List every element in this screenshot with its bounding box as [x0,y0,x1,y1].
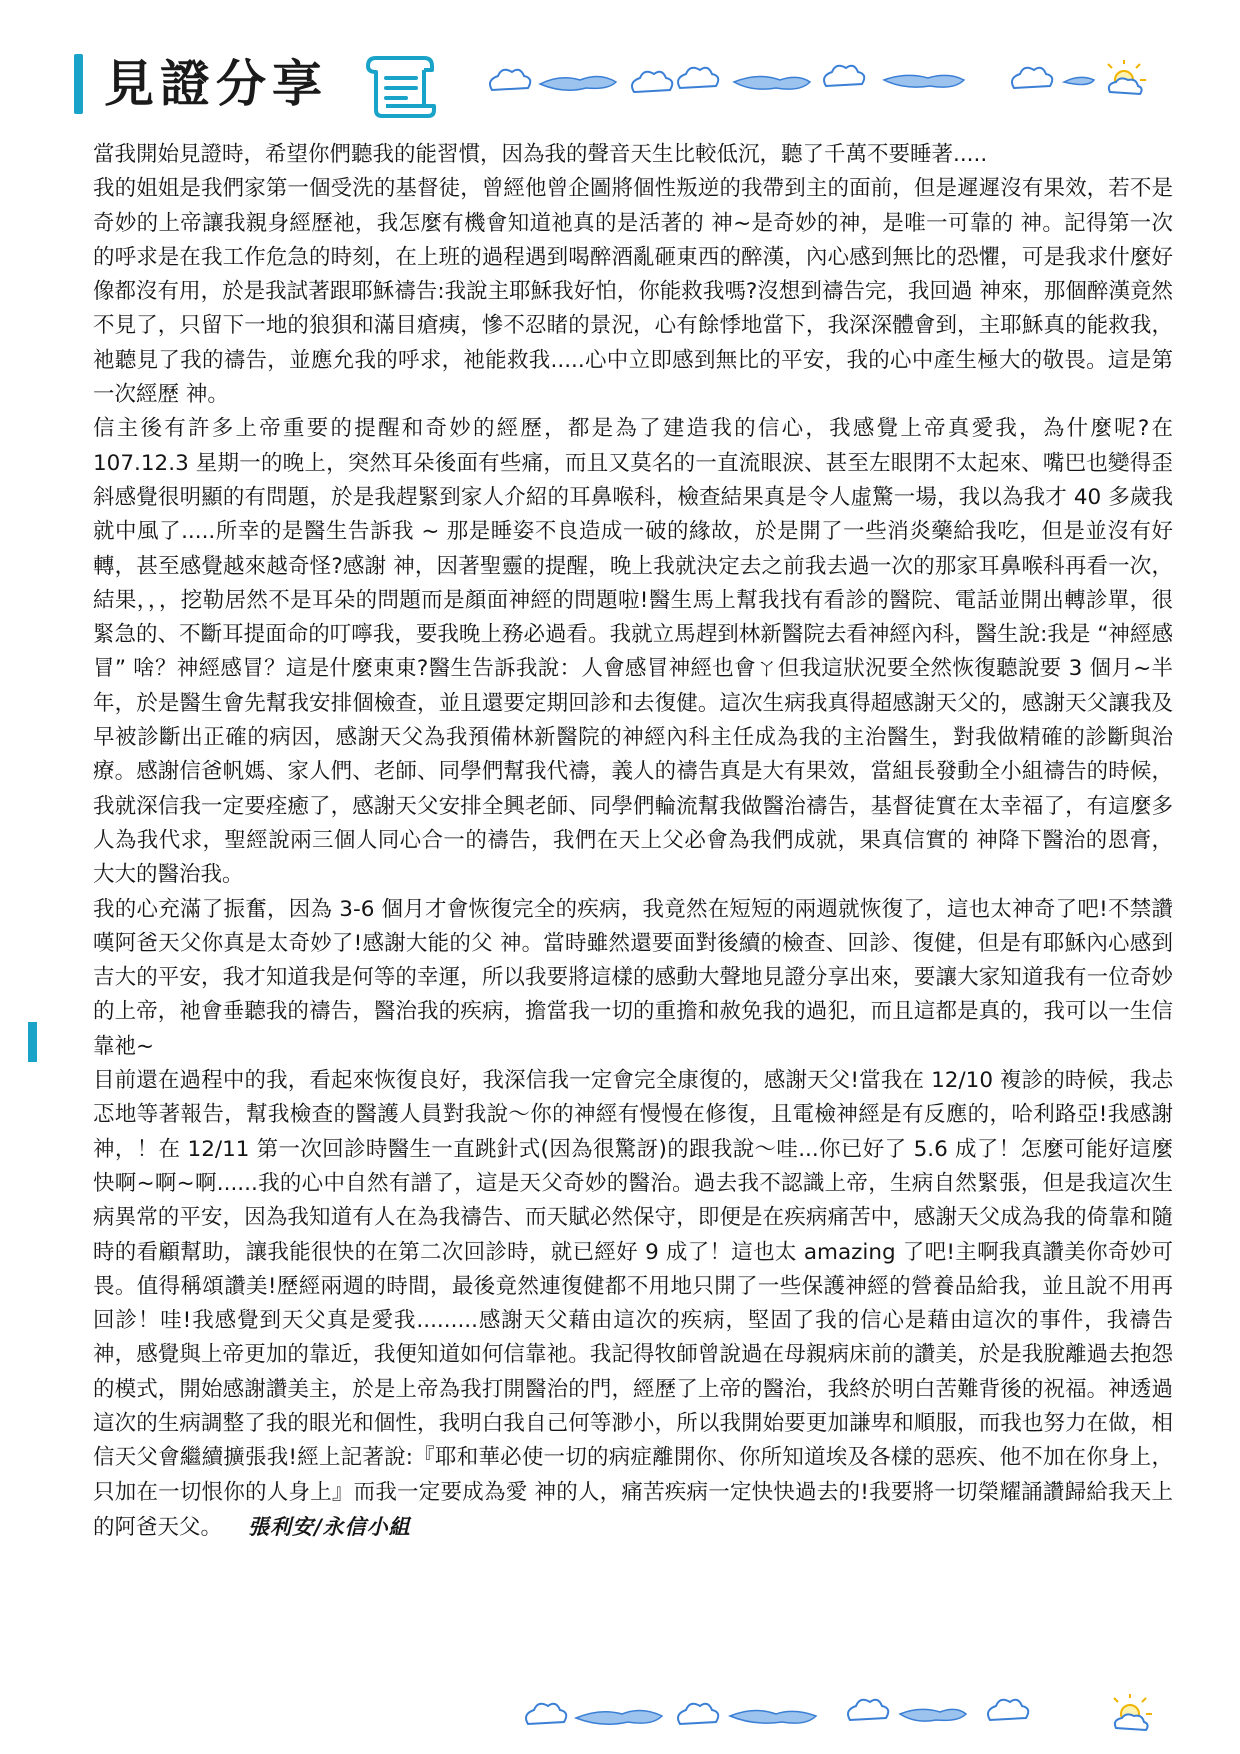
paragraph: 我的心充滿了振奮，因為 3-6 個月才會恢復完全的疾病，我竟然在短短的兩週就恢復了，這也太神奇了吧!不禁讚嘆阿爸天父你真是太奇妙了!感謝大能的父 神。當時雖然還要面對後續的檢查、回診、復健，但是有耶穌內心感到吉大的平安，我才知道我是何等的幸運，所以我要將這樣的感動大聲地見證分享出來，要讓大家知道我有一位奇妙的上帝，祂會垂聽我的禱告，醫治我的疾病，擔當我一切的重擔和赦免我的過犯，而且這都是真的，我可以一生信靠祂~ [93,896,1173,1059]
scroll-icon [362,50,442,120]
paragraph: 信主後有許多上帝重要的提醒和奇妙的經歷，都是為了建造我的信心，我感覺上帝真愛我，為什麼呢?在 107.12.3 星期一的晚上，突然耳朵後面有些痛，而且又莫名的一直流眼淚、甚至左眼閉不太起來、嘴巴也變得歪斜感覺很明顯的有問題，於是我趕緊到家人介紹的耳鼻喉科，檢查結果真是令人虛驚一場，我以為我才 40 多歲我就中風了.....所幸的是醫生告訴我 ~ 那是睡姿不良造成一破的緣故，於是開了一些消炎藥給我吃，但是並沒有好轉，甚至感覺越來越奇怪?感謝 神，因著聖靈的提醒，晚上我就決定去之前我去過一次的那家耳鼻喉科再看一次，結果，，，挖勒居然不是耳朵的問題而是顏面神經的問題啦!醫生馬上幫我找有看診的醫院、電話並開出轉診單，很緊急的、不斷耳提面命的叮嚀我，要我晚上務必過看。我就立馬趕到林新醫院去看神經內科，醫生說:我是 “神經感冒” 啥？神經感冒？這是什麼東東?醫生告訴我說：人會感冒神經也會ㄚ但我這狀況要全然恢復聽說要 3 個月~半年，於是醫生會先幫我安排個檢查，並且還要定期回診和去復健。這次生病我真得超感謝天父的，感謝天父讓我及早被診斷出正確的病因，感謝天父為我預備林新醫院的神經內科主任成為我的主治醫生，對我做精確的診斷與治療。感謝信爸帆媽、家人們、老師、同學們幫我代禱，義人的禱告真是大有果效，當組長發動全小組禱告的時候，我就深信我一定要痊癒了，感謝天父安排全興老師、同學們輪流幫我做醫治禱告，基督徒實在太幸福了，有這麼多人為我代求，聖經說兩三個人同心合一的禱告，我們在天上父必會為我們成就，果真信實的 神降下醫治的恩膏，大大的醫治我。 [93,416,1173,888]
page-title: 見證分享 [104,55,328,113]
paragraph [93,1064,1173,1545]
paragraph: 我的姐姐是我們家第一個受洗的基督徒，曾經他曾企圖將個性叛逆的我帶到主的面前，但是遲遲沒有果效，若不是奇妙的上帝讓我親身經歷祂，我怎麼有機會知道祂真的是活著的 神~是奇妙的神，是唯一可靠的 神。記得第一次的呼求是在我工作危急的時刻，在上班的過程遇到喝醉酒亂砸東西的醉漢，內心感到無比的恐懼，可是我求什麼好像都沒有用，於是我試著跟耶穌禱告:我說主耶穌我好怕，你能救我嗎?沒想到禱告完，我回過 神來，那個醉漢竟然不見了，只留下一地的狼狽和滿目瘡痍，慘不忍睹的景況，心有餘悸地當下，我深深體會到，主耶穌真的能救我，祂聽見了我的禱告，並應允我的呼求，祂能救我.....心中立即感到無比的平安，我的心中產生極大的敬畏。這是第一次經歷 神。 [93,176,1173,408]
title-accent-bar [74,54,83,114]
signature: 張利安/永信小組 [248,1513,411,1539]
page-header [74,48,1184,128]
side-accent-bar [28,1022,37,1062]
paragraph-text: 目前還在過程中的我，看起來恢復良好，我深信我一定會完全康復的，感謝天父!當我在 12/10 複診的時候，我忐忑地等著報告，幫我檢查的醫護人員對我說～你的神經有慢慢在修復，且電檢神經是有反應的，哈利路亞!我感謝 神，！在 12/11 第一次回診時醫生一直跳針式(因為很驚訝)的跟我說～哇...你已好了 5.6 成了！怎麼可能好這麼快啊~啊~啊......我的心中自然有譜了，這是天父奇妙的醫治。過去我不認識上帝，生病自然緊張，但是我這次生病異常的平安，因為我知道有人在為我禱告、而天賦必然保守，即便是在疾病痛苦中，感謝天父成為我的倚靠和隨時的看顧幫助，讓我能很快的在第二次回診時，就已經好 9 成了！這也太 amazing 了吧!主啊我真讚美你奇妙可畏。值得稱頌讚美!歷經兩週的時間，最後竟然連復健都不用地只開了一些保護神經的營養品給我，並且說不用再回診！哇!我感覺到天父真是愛我.........感謝天父藉由這次的疾病，堅固了我的信心是藉由這次的事件，我禱告 神，感覺與上帝更加的靠近，我便知道如何信靠祂。我記得牧師曾說過在母親病床前的讚美，於是我脫離過去抱怨的模式，開始感謝讚美主，於是上帝為我打開醫治的門，經歷了上帝的醫治，我終於明白苦難背後的祝福。神透過這次的生病調整了我的眼光和個性，我明白我自己何等渺小，所以我開始要更加謙卑和順服，而我也努力在做，相信天父會繼續擴張我!經上記著說:『耶和華必使一切的病症離開你、你所知道埃及各樣的惡疾、他不加在你身上，只加在一切恨你的人身上』而我一定要成為愛 神的人，痛苦疾病一定快快過去的!我要將一切榮耀誦讚歸給我天上的阿爸天父。 [93,1068,1173,1540]
testimony-body [93,138,1173,1545]
clouds-decoration [484,58,1184,108]
paragraph: 當我開始見證時，希望你們聽我的能習慣，因為我的聲音天生比較低沉，聽了千萬不要睡著..... [93,142,988,167]
clouds-decoration [520,1690,1180,1740]
